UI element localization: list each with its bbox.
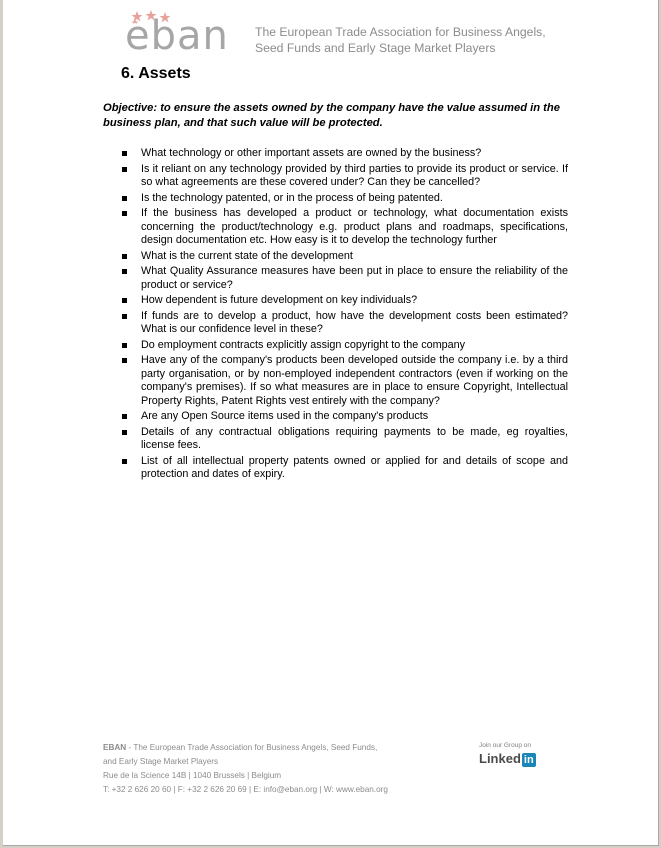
- list-item-text: Do employment contracts explicitly assign copyright to the company: [141, 338, 466, 351]
- list-item-text: Is the technology patented, or in the process of being patented.: [141, 191, 443, 204]
- list-item: [121, 354, 568, 408]
- bullet-icon: [122, 254, 127, 259]
- footer-contact: [103, 741, 433, 797]
- tagline-line-1: The European Trade Association for Business Angels,: [255, 25, 546, 39]
- linkedin-icon[interactable]: [479, 751, 549, 767]
- section-heading: 6. Assets: [121, 65, 191, 82]
- linkedin-group-link[interactable]: [479, 742, 549, 767]
- list-item: [121, 410, 568, 424]
- list-item-text: Are any Open Source items used in the company's products: [141, 410, 429, 422]
- list-item: [121, 265, 568, 292]
- objective-text: Objective: to ensure the assets owned by the company have the value assumed in the business plan, and that such value will be protected.: [103, 102, 560, 129]
- document-page: [3, 0, 659, 846]
- linkedin-word: Linked: [479, 751, 521, 766]
- bullet-icon: [122, 298, 127, 303]
- bullet-icon: [122, 343, 127, 348]
- list-item-text: What is the current state of the development: [141, 249, 353, 262]
- footer-line-1-text: - The European Trade Association for Business Angels, Seed Funds,: [126, 743, 378, 752]
- list-item: [121, 426, 568, 453]
- list-item: [121, 163, 568, 190]
- list-item-text: What technology or other important assets are owned by the business?: [141, 147, 482, 159]
- list-item-text: Details of any contractual obligations requiring payments to be made, eg royalties, license fees.: [141, 425, 568, 451]
- list-item-text: Is it reliant on any technology provided by third parties to provide its product or service. If so what agreements are these covered under? Can they be cancelled?: [141, 162, 568, 188]
- list-item-text: Have any of the company's products been developed outside the company i.e. by a third party organisation, or by non-employed independent contractors (even if working on the company's premises). If so what measures are in place to ensure Copyright, Intellectual Property Rights, Patent Rights vest entirely with the company?: [141, 354, 568, 407]
- footer-line-1: [103, 741, 433, 755]
- eban-logo: [121, 8, 239, 58]
- linkedin-in-badge: in: [523, 754, 534, 766]
- list-item: [121, 339, 568, 353]
- bullet-icon: [122, 167, 127, 172]
- list-item: [121, 310, 568, 337]
- bullet-icon: [122, 430, 127, 435]
- list-item: [121, 455, 568, 482]
- bullet-icon: [122, 196, 127, 201]
- list-item: [121, 250, 568, 264]
- bullet-icon: [122, 314, 127, 319]
- list-item-text: List of all intellectual property patents owned or applied for and details of scope and protection and dates of expiry.: [141, 454, 568, 480]
- bullet-icon: [122, 459, 127, 464]
- bullet-icon: [122, 151, 127, 156]
- footer-contact-line: T: +32 2 626 20 60 | F: +32 2 626 20 69 | E: info@eban.org | W: www.eban.org: [103, 785, 388, 794]
- list-item-text: What Quality Assurance measures have been put in place to ensure the reliability of the product or service?: [141, 265, 568, 291]
- checklist: [121, 147, 568, 484]
- list-item: [121, 207, 568, 248]
- header-tagline: [255, 24, 555, 56]
- list-item-text: If the business has developed a product or technology, what documentation exists concerning the product/technology e.g. product plans and roadmaps, specifications, design documentation etc. How easy is it to develop the technology further: [141, 207, 568, 246]
- list-item: [121, 147, 568, 161]
- list-item: [121, 294, 568, 308]
- list-item-text: How dependent is future development on key individuals?: [141, 294, 418, 306]
- bullet-icon: [122, 211, 127, 216]
- footer-brand: EBAN: [103, 743, 127, 752]
- bullet-icon: [122, 358, 127, 363]
- list-item-text: If funds are to develop a product, how have the development costs been estimated? What is our confidence level in these?: [141, 309, 568, 335]
- bullet-icon: [122, 269, 127, 274]
- linkedin-join-text: Join our Group on: [479, 742, 532, 749]
- list-item: [121, 192, 568, 206]
- footer-address: Rue de la Science 14B | 1040 Brussels | Belgium: [103, 771, 282, 780]
- footer-line-2: and Early Stage Market Players: [103, 757, 219, 766]
- tagline-line-2: Seed Funds and Early Stage Market Players: [255, 41, 496, 55]
- logo-wordmark: eban: [125, 13, 229, 59]
- bullet-icon: [122, 414, 127, 419]
